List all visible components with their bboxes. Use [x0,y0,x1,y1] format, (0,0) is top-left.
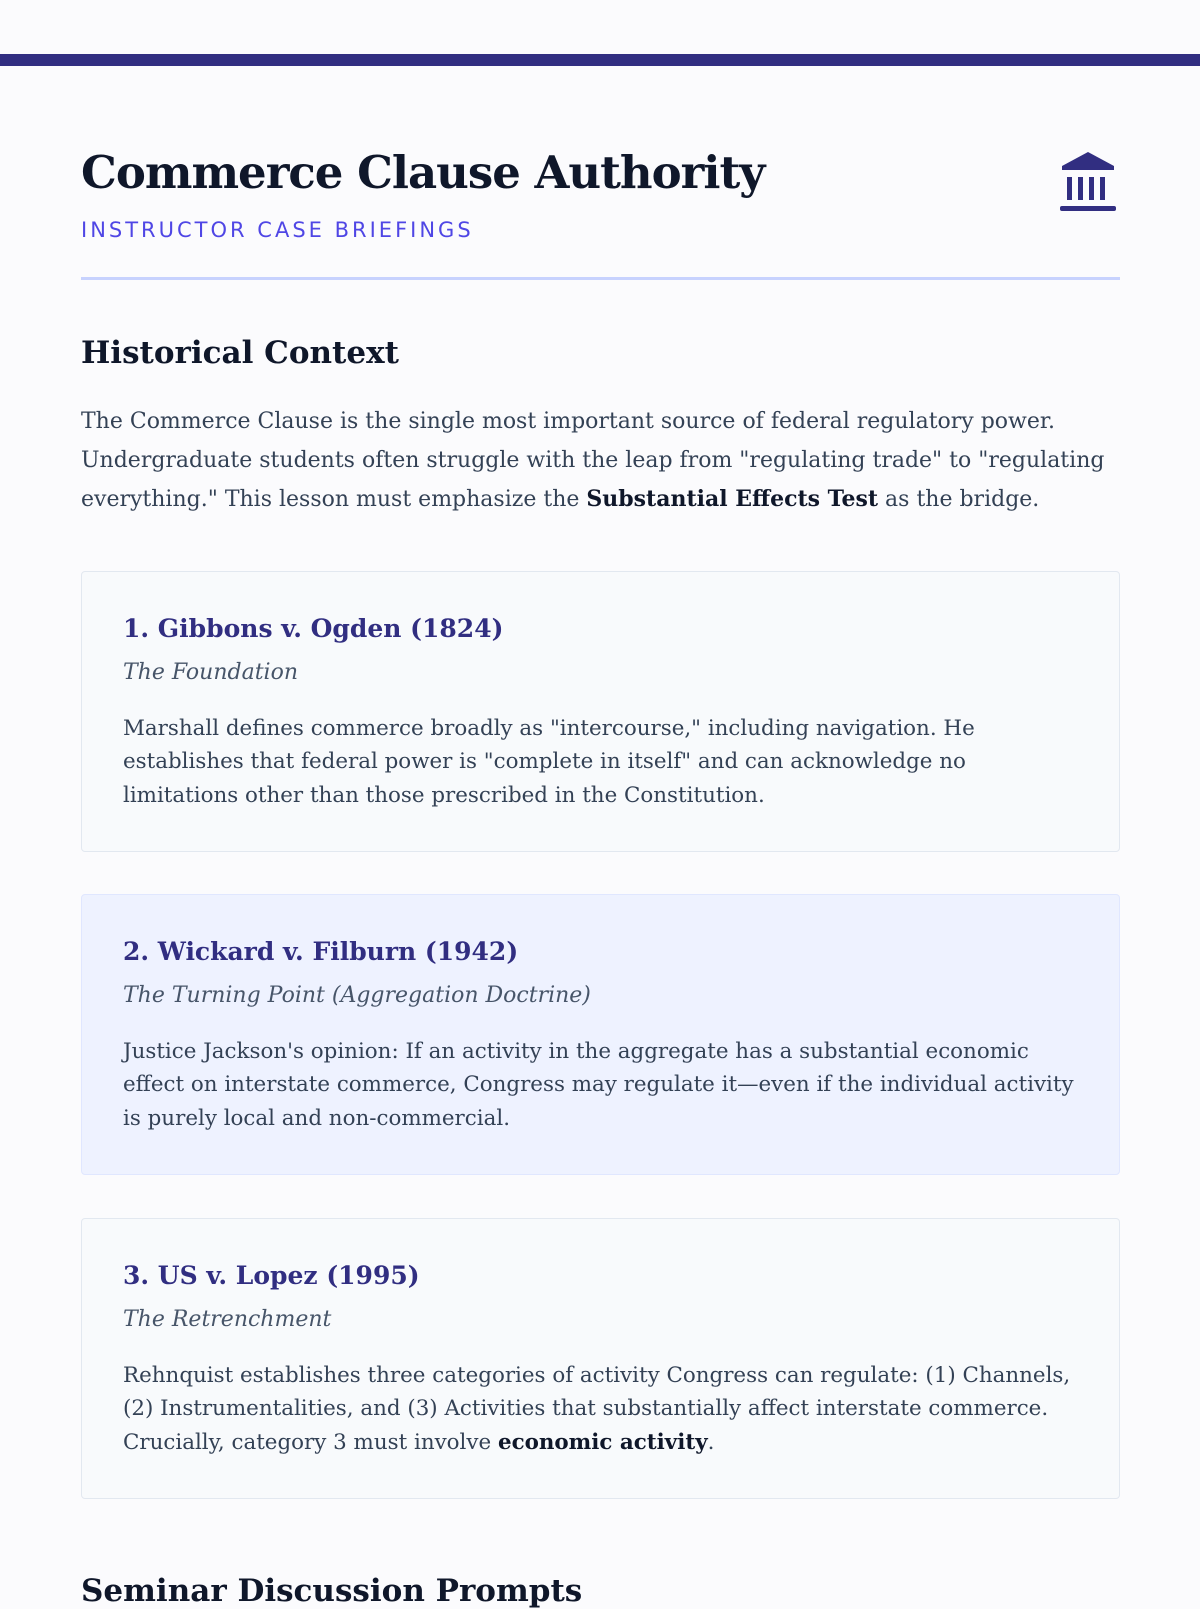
courthouse-icon [1058,150,1118,212]
case-summary: Justice Jackson's opinion: If an activity in the aggregate has a substantial economic effect on interstate commerce, Congress may regulate it—even if the individual activity is purely local and non-commercial. [123,1039,1074,1131]
case-title: 2. Wickard v. Filburn (1942) [123,937,519,966]
case-title: 1. Gibbons v. Ogden (1824) [123,614,504,643]
case-card-gibbons [81,571,1120,852]
top-accent-bar [0,54,1200,66]
economic-activity-term: economic activity [497,1429,708,1455]
page-subtitle: INSTRUCTOR CASE BRIEFINGS [81,218,474,242]
case-subtitle: The Turning Point (Aggregation Doctrine) [123,983,591,1008]
case-card-lopez [81,1218,1120,1499]
case-subtitle: The Retrenchment [123,1307,332,1332]
case-summary-end: . [707,1429,715,1455]
seminar-prompts-heading: Seminar Discussion Prompts [81,1573,583,1609]
case-summary-start: Rehnquist establishes three categories of activity Congress can regulate: (1) Channels, (2) Instrumentalities, and (3) Activities that substantially affect interstate commerce. Crucially, category 3 must involve [123,1363,1071,1455]
case-subtitle: The Foundation [123,660,298,685]
context-text-end: as the bridge. [878,487,1040,512]
substantial-effects-term: Substantial Effects Test [586,486,879,512]
page-header [81,140,1120,280]
page-title: Commerce Clause Authority [81,146,765,199]
historical-context-text [81,403,1120,520]
historical-context-heading: Historical Context [81,335,399,371]
case-summary: Marshall defines commerce broadly as "intercourse," including navigation. He establishes that federal power is "complete in itself" and can acknowledge no limitations other than those prescribed in the Constitution. [123,716,975,808]
context-text-start: The Commerce Clause is the single most important source of federal regulatory power. Undergraduate students often struggle with the leap from "regulating trade" to "regulating everything." This lesson must emphasize the [81,409,1105,512]
case-summary [123,1359,1083,1459]
case-title: 3. US v. Lopez (1995) [123,1261,420,1290]
case-card-wickard [81,894,1120,1175]
